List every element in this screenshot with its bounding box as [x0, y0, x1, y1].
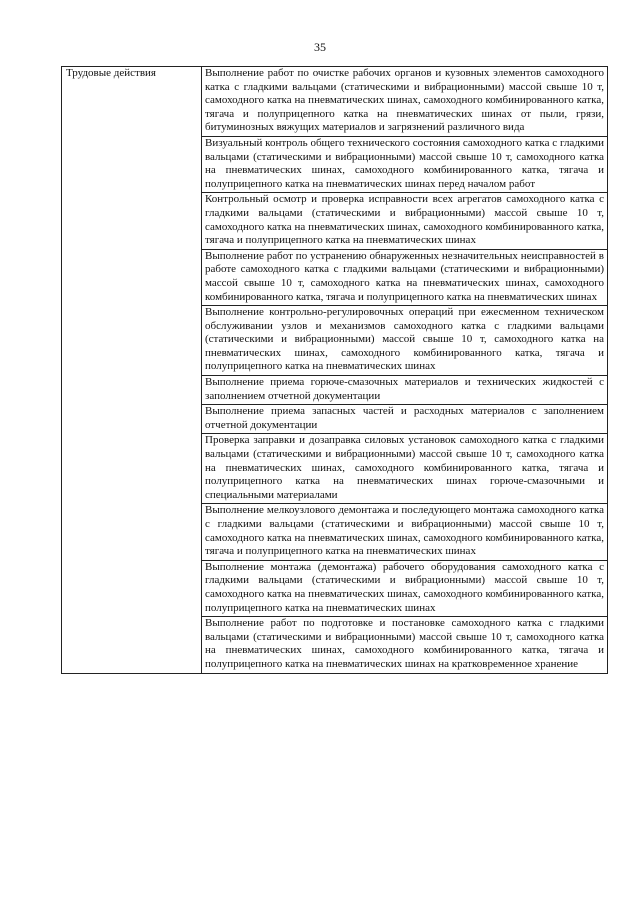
- action-cell: Визуальный контроль общего технического состояния самоходного катка с гладкими вальцами (статическими и вибрационными) массой свыше 10 т, самоходного катка на пневматических шинах, самоходного комбинированного катка, тягача и полуприцепного катка на пневматических шинах перед началом работ: [202, 136, 608, 192]
- row-label: Трудовые действия: [62, 67, 202, 674]
- action-cell: Контрольный осмотр и проверка исправности всех агрегатов самоходного катка с гладкими вальцами (статическими и вибрационными) массой свыше 10 т, самоходного катка на пневматических шинах, самоходного комбинированного катка, тягача и полуприцепного катка на пневматических шинах: [202, 193, 608, 249]
- action-cell: Выполнение контрольно-регулировочных операций при ежесменном техническом обслуживании узлов и механизмов самоходного катка с гладкими вальцами (статическими и вибрационными) массой свыше 10 т, самоходного катка на пневматических шинах, самоходного комбинированного катка, тягача и полуприцепного катка на пневматических шинах: [202, 306, 608, 376]
- labor-actions-table: [61, 66, 608, 674]
- table-row: [62, 67, 608, 137]
- action-cell: Выполнение мелкоузлового демонтажа и последующего монтажа самоходного катка с гладкими вальцами (статическими и вибрационными) массой свыше 10 т, самоходного катка на пневматических шинах, самоходного комбинированного катка, тягача и полуприцепного катка на пневматических шинах: [202, 504, 608, 560]
- action-cell: Выполнение монтажа (демонтажа) рабочего оборудования самоходного катка с гладкими вальцами (статическими и вибрационными) массой свыше 10 т, самоходного катка на пневматических шинах, самоходного комбинированного катка, полуприцепного катка на пневматических шинах: [202, 560, 608, 616]
- page-number: 35: [314, 40, 326, 54]
- action-cell: Выполнение приема горюче-смазочных материалов и технических жидкостей с заполнением отчетной документации: [202, 376, 608, 405]
- action-cell: Выполнение приема запасных частей и расходных материалов с заполнением отчетной документации: [202, 405, 608, 434]
- action-cell: Выполнение работ по очистке рабочих органов и кузовных элементов самоходного катка с гладкими вальцами (статическими и вибрационными) массой свыше 10 т, самоходного катка на пневматических шинах, самоходного комбинированного катка, тягача и полуприцепного катка на пневматических шинах от пыли, грязи, битуминозных вяжущих материалов и загрязнений различного вида: [202, 67, 608, 137]
- action-cell: Выполнение работ по подготовке и постановке самоходного катка с гладкими вальцами (статическими и вибрационными) массой свыше 10 т, самоходного катка на пневматических шинах, самоходного комбинированного катка, тягача и полуприцепного катка на пневматических шинах на кратковременное хранение: [202, 617, 608, 673]
- action-cell: Проверка заправки и дозаправка силовых установок самоходного катка с гладкими вальцами (статическими и вибрационными) массой свыше 10 т, самоходного катка на пневматических шинах, самоходного комбинированного катка, тягача и полуприцепного катка на пневматических шинах горюче-смазочными и специальными материалами: [202, 434, 608, 504]
- action-cell: Выполнение работ по устранению обнаруженных незначительных неисправностей в работе самоходного катка с гладкими вальцами (статическими и вибрационными) массой свыше 10 т, самоходного катка на пневматических шинах, самоходного комбинированного катка, тягача и полуприцепного катка на пневматических шинах: [202, 249, 608, 305]
